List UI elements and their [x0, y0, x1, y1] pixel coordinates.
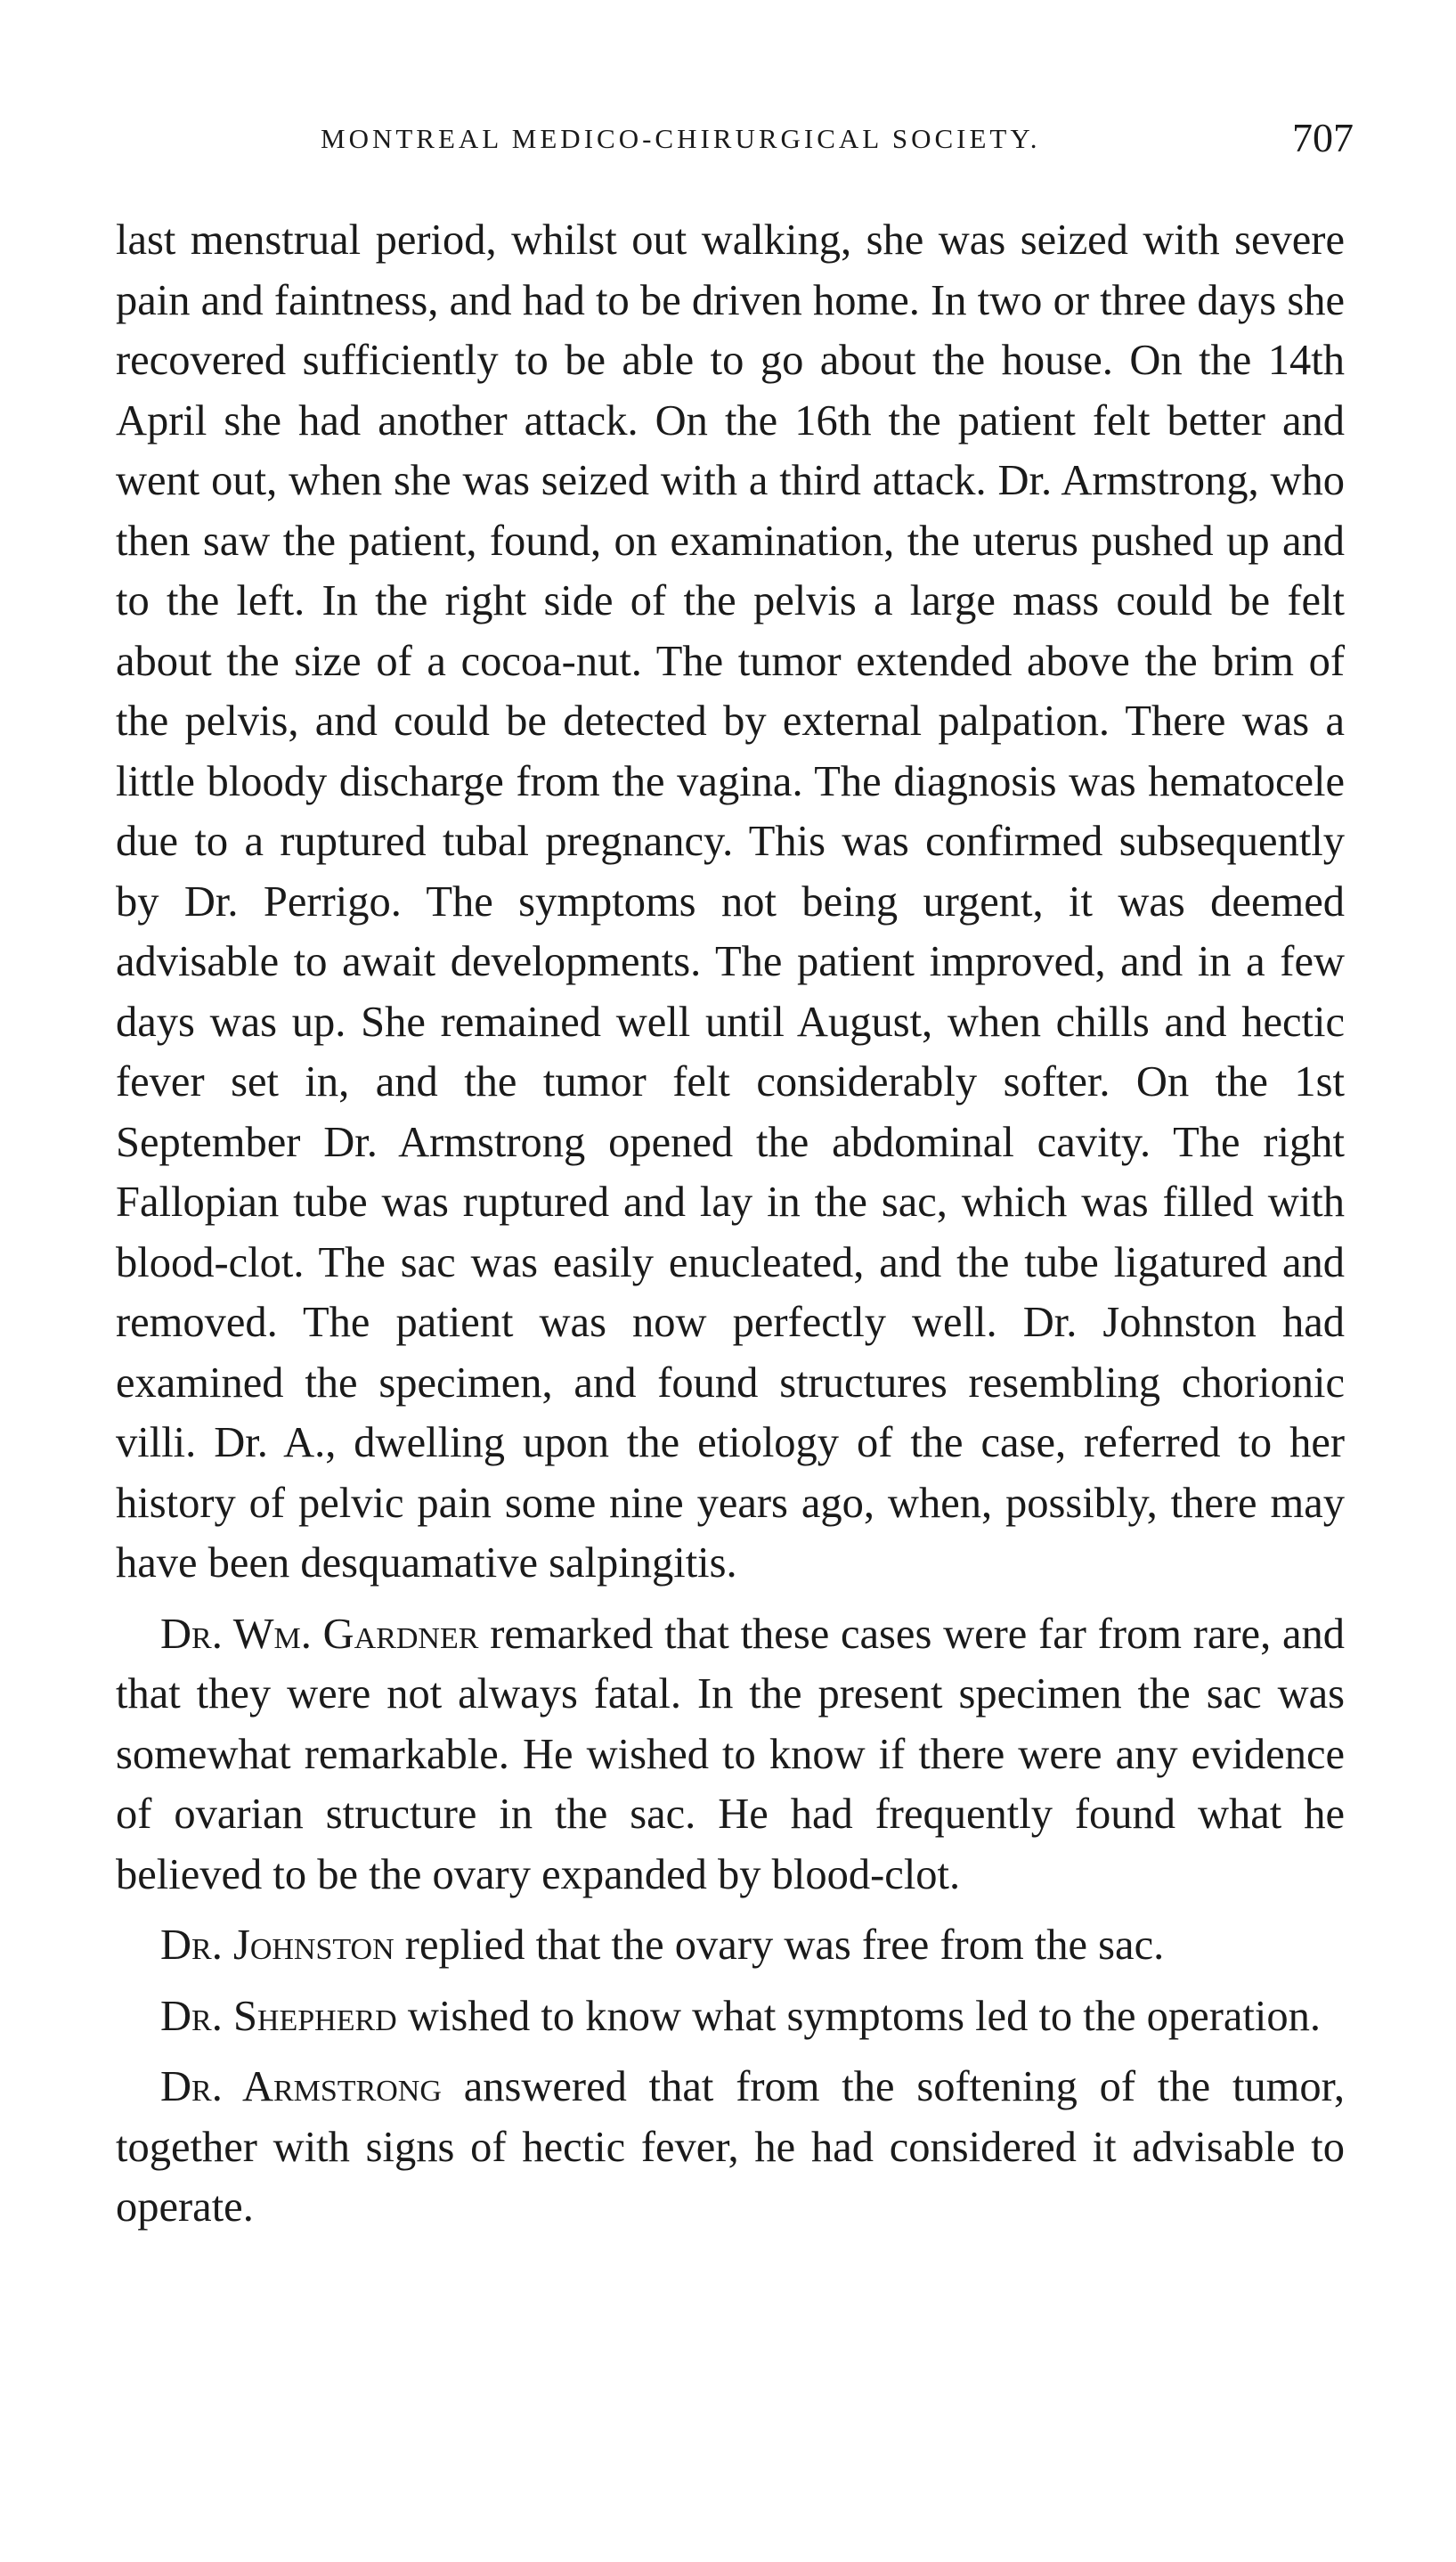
article-body — [116, 210, 1345, 2248]
paragraph-text: last menstrual period, whilst out walking, she was seized with severe pain and faintness, and had to be driven home. In two or three days she recovered sufficiently to be able to go about the house. On the 14th April she had another attack. On the 16th the patient felt better and went out, when she was seized with a third attack. Dr. Armstrong, who then saw the patient, found, on examination, the uterus pushed up and to the left. In the right side of the pelvis a large mass could be felt about the size of a cocoa-nut. The tumor extended above the brim of the pelvis, and could be detected by external palpation. There was a little bloody discharge from the vagina. The diagnosis was hematocele due to a ruptured tubal pregnancy. This was confirmed subsequently by Dr. Perrigo. The symptoms not being urgent, it was deemed advisable to await developments. The patient improved, and in a few days was up. She remained well until August, when chills and hectic fever set in, and the tumor felt considerably softer. On the 1st September Dr. Armstrong opened the abdominal cavity. The right Fallopian tube was ruptured and lay in the sac, which was filled with blood-clot. The sac was easily enucleated, and the tube ligatured and removed. The patient was now perfectly well. Dr. Johnston had examined the specimen, and found structures resembling chorionic villi. Dr. A., dwelling upon the etiology of the case, referred to her history of pelvic pain some nine years ago, when, possibly, there may have been desquamative salpingitis. — [116, 216, 1345, 1587]
running-title: MONTREAL MEDICO-CHIRURGICAL SOCIETY. — [321, 123, 1041, 154]
speaker-name: Dr. Shepherd — [160, 1992, 397, 2040]
paragraph-johnston-reply — [116, 1915, 1345, 1976]
running-head — [116, 114, 1354, 167]
paragraph-gardner-remark — [116, 1604, 1345, 1905]
paragraph-case-report — [116, 210, 1345, 1594]
paragraph-text: answered that from the softening of the tumor, together with signs of hectic fever, he had considered it advisable to operate. — [116, 2063, 1345, 2231]
paragraph-text: replied that the ovary was free from the sac. — [394, 1922, 1165, 1969]
paragraph-shepherd-question — [116, 1987, 1345, 2047]
speaker-name: Dr. Armstrong — [160, 2063, 442, 2110]
paragraph-armstrong-answer — [116, 2057, 1345, 2238]
paragraph-text: wished to know what symptoms led to the operation. — [396, 1992, 1321, 2040]
paragraph-text: remarked that these cases were far from rare, and that they were not always fatal. In the present specimen the sac was somewhat remarkable. He wished to know if there were any evidence of ovarian structure in the sac. He had frequently found what he believed to be the ovary expanded by blood-clot. — [116, 1610, 1345, 1898]
speaker-name: Dr. Johnston — [160, 1922, 395, 1969]
page-number: 707 — [1292, 115, 1354, 160]
speaker-name: Dr. Wm. Gardner — [160, 1610, 479, 1658]
